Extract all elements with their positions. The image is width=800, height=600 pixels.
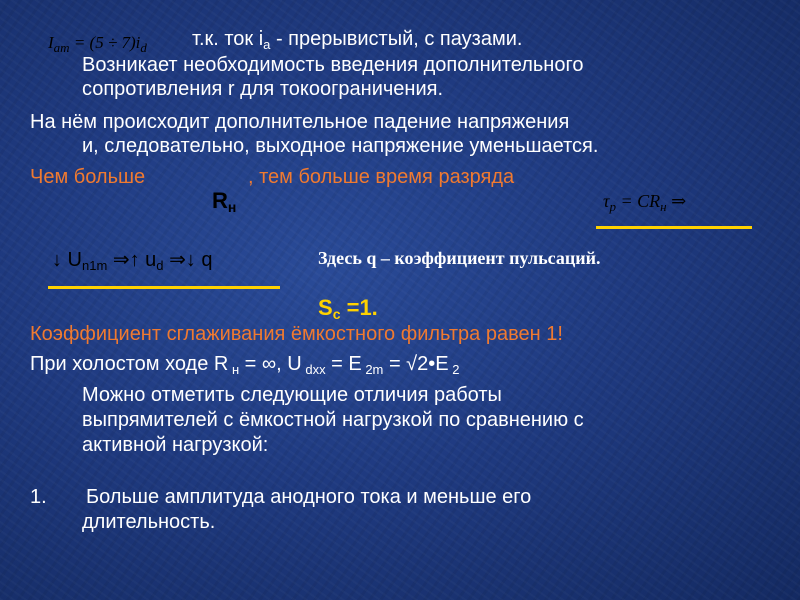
- text-line-10: выпрямителей с ёмкостной нагрузкой по сравнению с: [82, 409, 584, 431]
- line8-p2: = ∞, U: [239, 353, 302, 375]
- line8-s3: 2m: [361, 362, 384, 377]
- list-item-text-b: длительность.: [82, 511, 216, 533]
- formula-tau: [603, 191, 686, 215]
- tau-rhs: = CR: [615, 191, 661, 211]
- u-underline: [48, 286, 280, 289]
- text-line-11: активной нагрузкой:: [82, 434, 269, 456]
- tau-sub: p: [609, 199, 616, 214]
- line1-post: - прерывистый, с паузами.: [270, 28, 523, 50]
- list-item-number: 1.: [30, 486, 47, 508]
- list-item-text-a: Больше амплитуда анодного тока и меньше его: [86, 486, 532, 508]
- tau-rhs-sub: н: [660, 199, 667, 214]
- tau-underline: [596, 226, 752, 229]
- tau-arrow: ⇒: [666, 191, 687, 211]
- line8-s2: dxx: [301, 362, 326, 377]
- line1-sub: a: [263, 37, 271, 52]
- formula-lhs: I: [48, 33, 54, 52]
- text-line-8: [30, 352, 459, 382]
- tau-symbol: τ: [603, 191, 610, 211]
- sc-main: S: [318, 295, 333, 320]
- rn-sub: н: [227, 199, 237, 215]
- formula-rhs: = (5 ÷ 7)i: [73, 33, 141, 52]
- line8-p1: При холостом ходе R: [30, 353, 229, 375]
- text-line-3: сопротивления r для токоограничения.: [82, 78, 444, 100]
- u-part1: ↓ U: [52, 249, 82, 271]
- line8-s4: 2: [448, 362, 460, 377]
- u-part3: ⇒↓ q: [163, 249, 213, 271]
- line1-pre: т.к. ток i: [192, 28, 264, 50]
- rn-main: R: [212, 188, 228, 213]
- sc-sub: c: [332, 306, 341, 322]
- formula-rhs-sub: d: [140, 40, 147, 55]
- line8-p3: = E: [325, 353, 362, 375]
- text-line-5: и, следовательно, выходное напряжение уменьшается.: [82, 135, 599, 157]
- formula-u: [52, 247, 213, 273]
- text-line-9: Можно отметить следующие отличия работы: [82, 384, 502, 406]
- formula-lhs-sub: am: [53, 40, 70, 55]
- u-part2-sub: d: [156, 258, 164, 273]
- sc-label: [318, 295, 378, 322]
- line8-p4: = √2•E: [383, 353, 449, 375]
- text-line-6-left: Чем больше: [30, 166, 146, 188]
- text-line-7: Коэффициент сглаживания ёмкостного фильтра равен 1!: [30, 323, 563, 345]
- line8-s1: н: [228, 362, 240, 377]
- text-line-2: Возникает необходимость введения дополнительного: [82, 54, 584, 76]
- text-line-6-right: , тем больше время разряда: [248, 166, 515, 188]
- rn-label: [212, 188, 236, 215]
- u-part1-sub: n1m: [82, 258, 108, 273]
- text-line-4: На нём происходит дополнительное падение напряжения: [30, 111, 570, 133]
- note-q: Здесь q – коэффициент пульсаций.: [318, 248, 601, 268]
- sc-rest: =1.: [340, 295, 378, 320]
- u-part2: ⇒↑ u: [107, 249, 157, 271]
